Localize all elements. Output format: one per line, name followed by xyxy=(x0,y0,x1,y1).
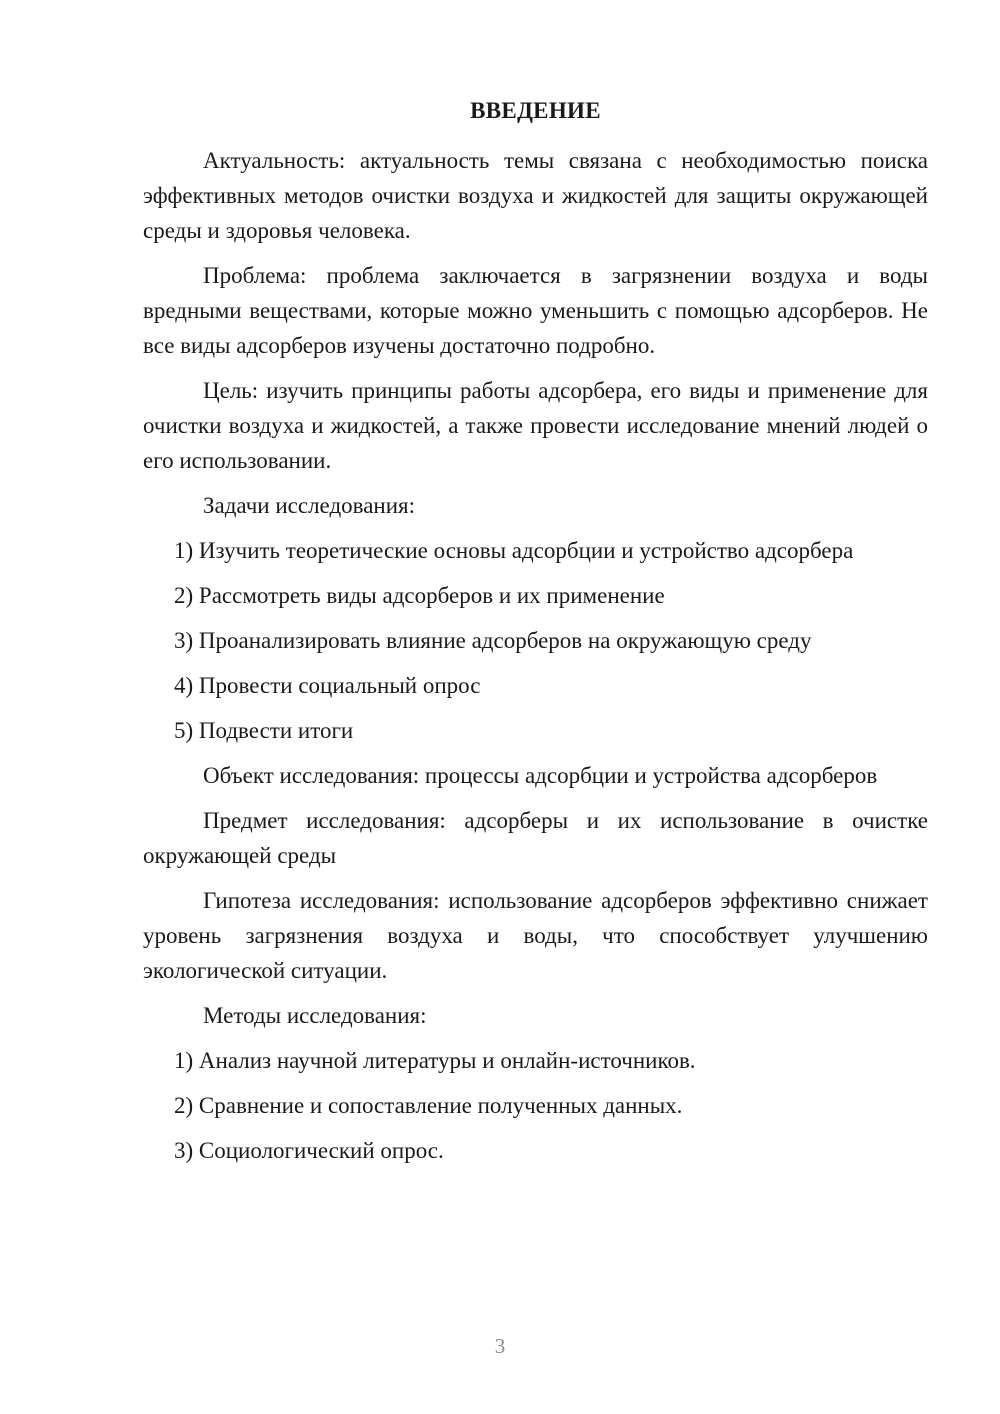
hypothesis-paragraph: Гипотеза исследования: использование адсорберов эффективно снижает уровень загрязнения воздуха и воды, что способствует улучшению экологической ситуации. xyxy=(143,888,928,983)
method-item: 3) Социологический опрос. xyxy=(174,1138,444,1163)
methods-list xyxy=(143,1043,928,1168)
task-item: 2) Рассмотреть виды адсорберов и их применение xyxy=(174,583,665,608)
task-item: 1) Изучить теоретические основы адсорбции и устройство адсорбера xyxy=(174,538,854,563)
tasks-label: Задачи исследования: xyxy=(203,493,416,518)
tasks-list xyxy=(143,533,928,748)
task-item: 5) Подвести итоги xyxy=(174,718,354,743)
problem-paragraph: Проблема: проблема заключается в загрязнении воздуха и воды вредными веществами, которые можно уменьшить с помощью адсорберов. Не все виды адсорберов изучены достаточно подробно. xyxy=(143,263,928,358)
object-paragraph: Объект исследования: процессы адсорбции и устройства адсорберов xyxy=(203,763,878,788)
page-number: 3 xyxy=(494,1334,506,1358)
page-title: ВВЕДЕНИЕ xyxy=(470,98,601,123)
relevance-paragraph: Актуальность: актуальность темы связана с необходимостью поиска эффективных методов очистки воздуха и жидкостей для защиты окружающей среды и здоровья человека. xyxy=(143,148,928,243)
task-item: 4) Провести социальный опрос xyxy=(174,673,481,698)
goal-paragraph: Цель: изучить принципы работы адсорбера, его виды и применение для очистки воздуха и жидкостей, а также провести исследование мнений людей о его использовании. xyxy=(143,378,928,473)
method-item: 2) Сравнение и сопоставление полученных данных. xyxy=(174,1093,683,1118)
methods-label: Методы исследования: xyxy=(203,1003,427,1028)
task-item: 3) Проанализировать влияние адсорберов на окружающую среду xyxy=(174,628,812,653)
method-item: 1) Анализ научной литературы и онлайн-источников. xyxy=(174,1048,696,1073)
subject-paragraph: Предмет исследования: адсорберы и их использование в очистке окружающей среды xyxy=(143,808,928,868)
